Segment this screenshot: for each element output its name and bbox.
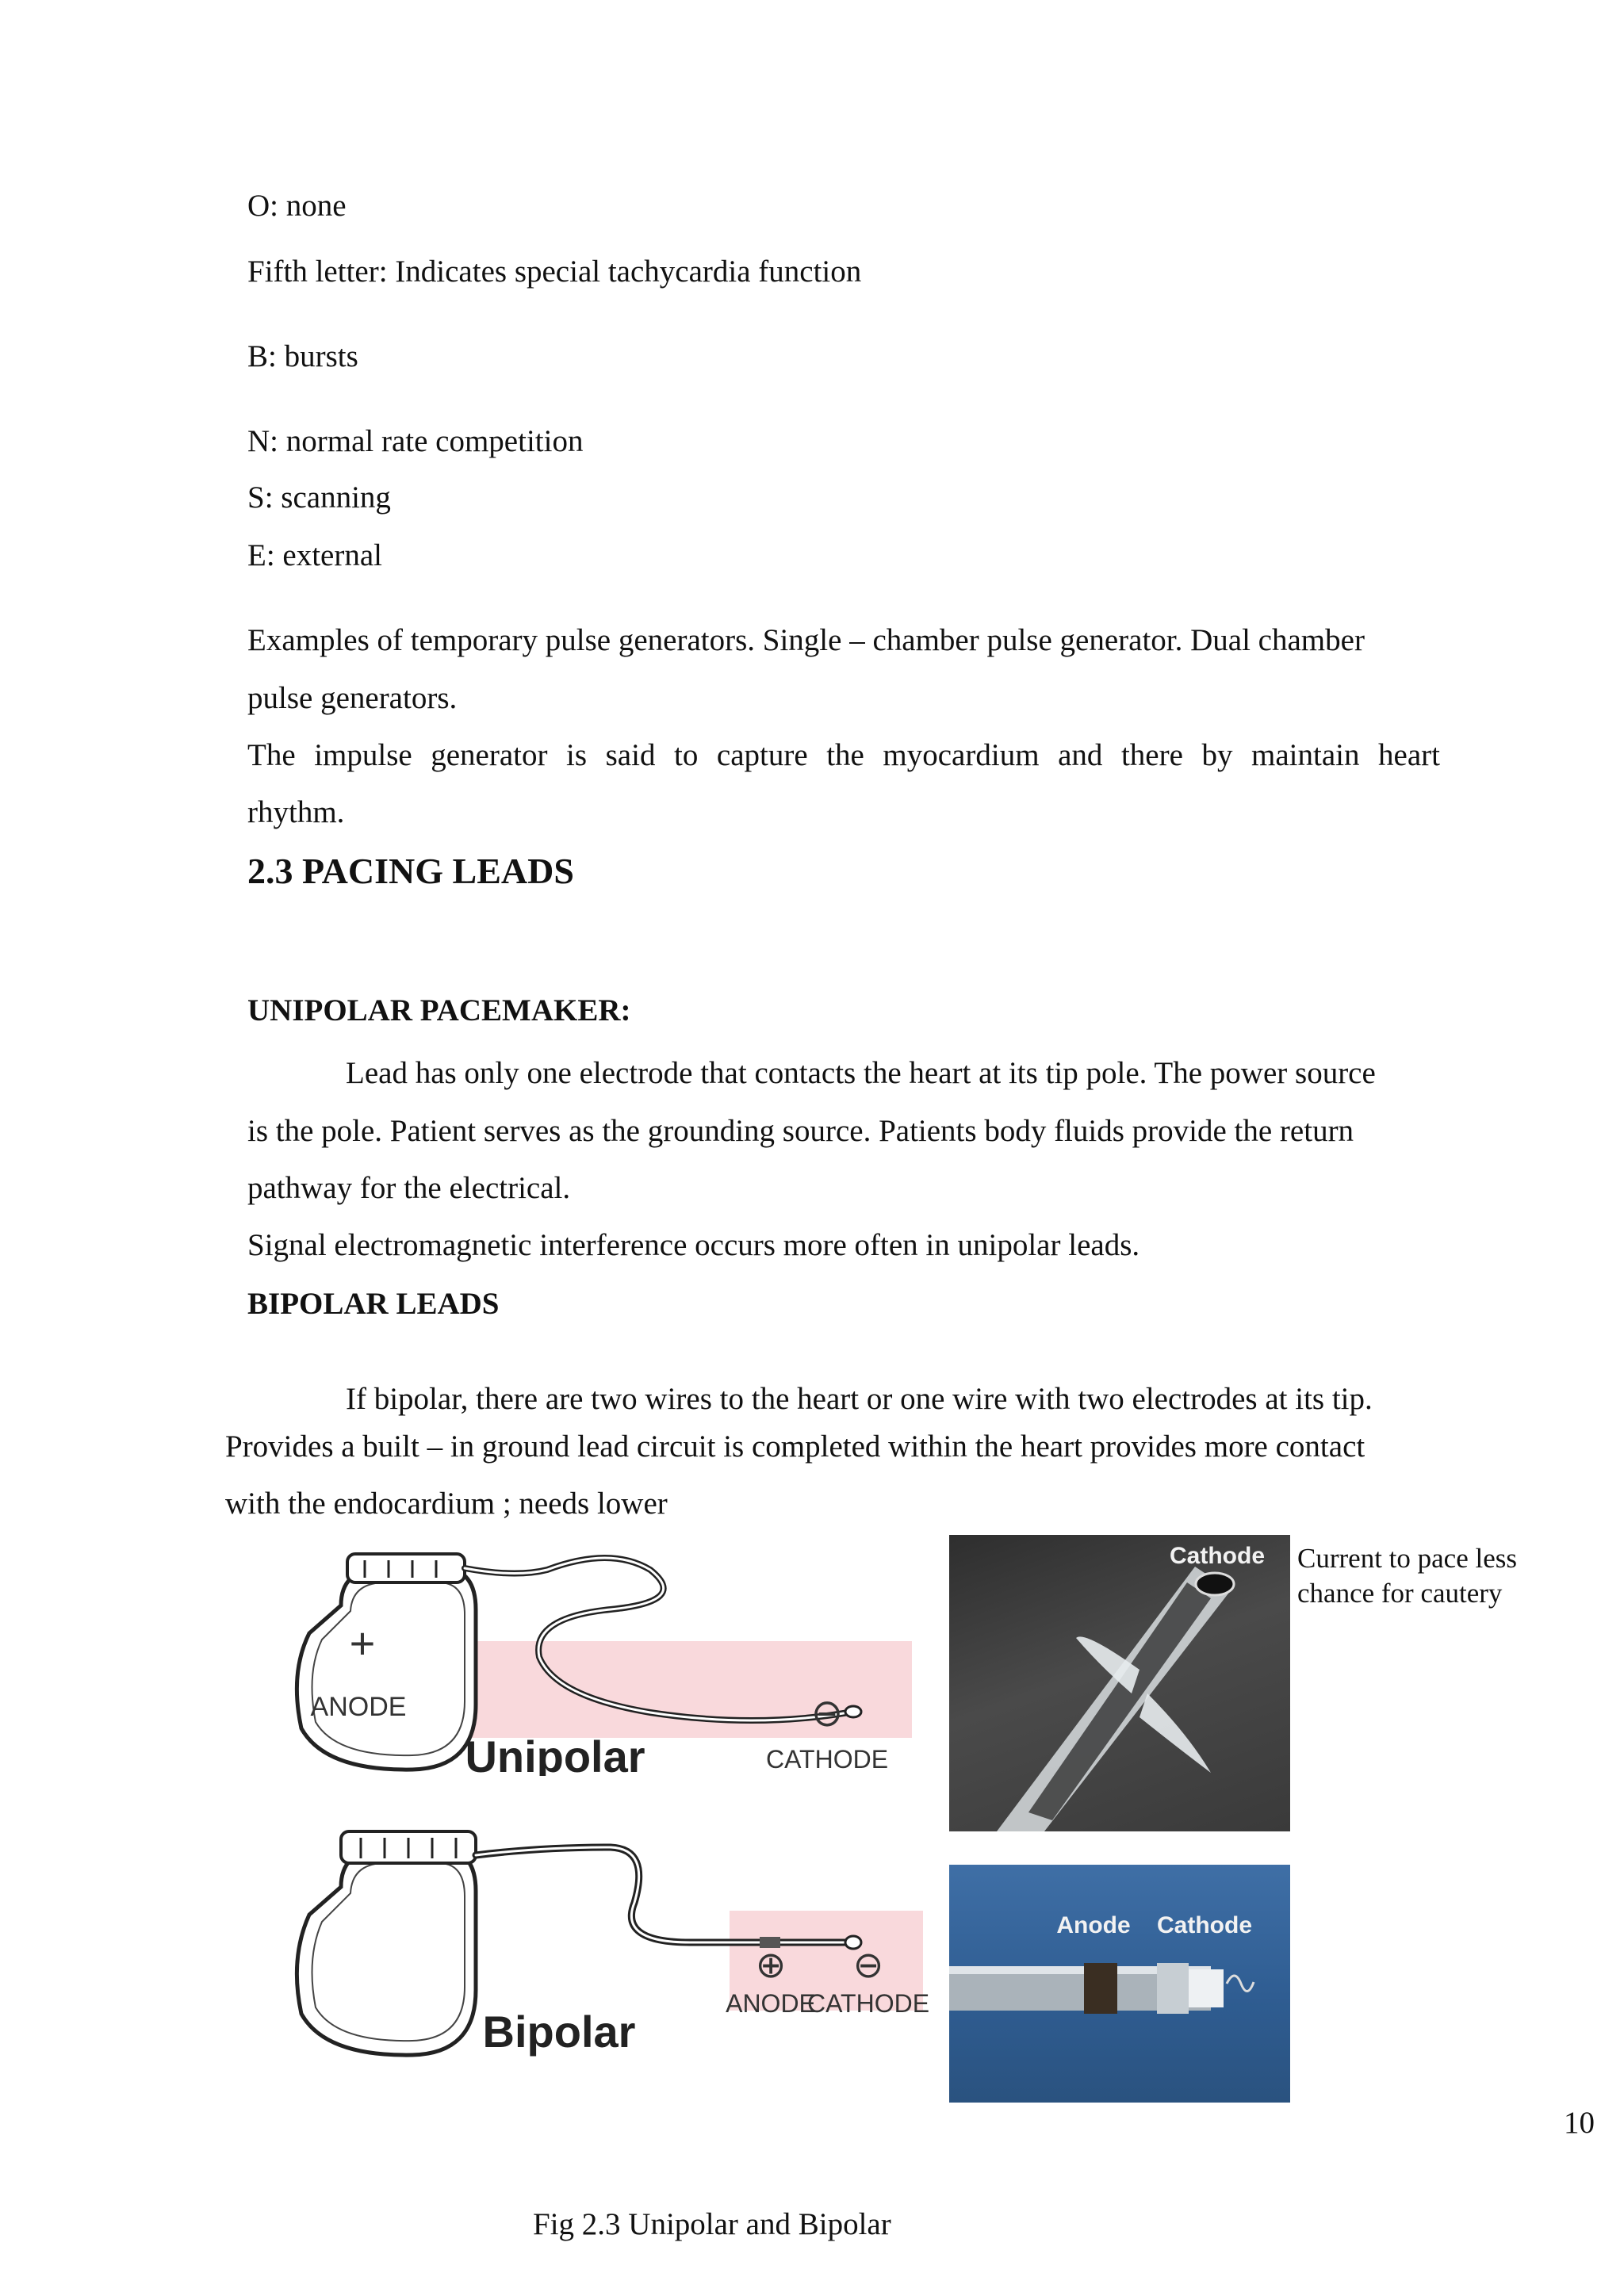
page-number: 10 [1564,2106,1595,2140]
photo-cathode-label: Cathode [1157,1912,1252,1938]
cathode-minus-symbol: ⊖ [810,1693,844,1735]
side-text-line: chance for cautery [1297,1578,1503,1609]
body-line: B: bursts [247,339,358,373]
bipolar-lead-photo [949,1865,1290,2103]
anode-label: ANODE [726,1989,816,2018]
unipolar-lead-photo [949,1535,1290,1831]
body-line: S: scanning [247,480,391,515]
unipolar-title: Unipolar [465,1732,645,1776]
cathode-label: CATHODE [806,1989,930,2018]
cathode-label: CATHODE [765,1745,889,1774]
body-line: Fifth letter: Indicates special tachycardia function [247,254,862,289]
bipolar-title: Bipolar [482,2007,636,2057]
body-line: N: normal rate competition [247,424,584,458]
bipolar-heading: BIPOLAR LEADS [247,1287,500,1321]
unipolar-diagram [278,1546,912,1776]
anode-label: ANODE [310,1692,407,1722]
unipolar-lead-tip-image [949,1535,1290,1831]
unipolar-heading: UNIPOLAR PACEMAKER: [247,993,631,1027]
unipolar-pacemaker-drawing [278,1546,912,1776]
body-line: Examples of temporary pulse generators. Single – chamber pulse generator. Dual chamber [247,623,1365,657]
body-line: rhythm. [247,795,345,829]
body-line: pulse generators. [247,681,458,715]
bipolar-diagram [278,1823,936,2077]
anode-plus-symbol: ⊕ [755,1944,787,1985]
unipolar-line: is the pole. Patient serves as the grounding source. Patients body fluids provide the return [247,1114,1354,1148]
unipolar-line: Signal electromagnetic interference occurs more often in unipolar leads. [247,1228,1140,1262]
bipolar-lead-tip-image [949,1865,1290,2103]
cathode-minus-symbol: ⊖ [852,1944,884,1985]
bipolar-line: with the endocardium ; needs lower [225,1487,668,1521]
photo-anode-label: Anode [1056,1912,1131,1938]
photo-cathode-label: Cathode [1170,1543,1265,1569]
unipolar-line: pathway for the electrical. [247,1171,571,1205]
anode-plus-symbol: + [349,1618,376,1668]
bipolar-line: If bipolar, there are two wires to the heart or one wire with two electrodes at its tip. [346,1382,1373,1416]
bipolar-pacemaker-drawing [278,1823,936,2077]
section-heading: 2.3 PACING LEADS [247,851,574,891]
pulse-generator-icon [297,1568,476,1770]
bipolar-line: Provides a built – in ground lead circuit is completed within the heart provides more contact [225,1429,1365,1464]
side-text-line: Current to pace less [1297,1543,1517,1574]
body-line: E: external [247,538,382,572]
cathode-tip [845,1706,861,1717]
pulse-generator-icon [297,1850,476,2055]
body-line: The impulse generator is said to capture the myocardium and there by maintain heart [247,738,1440,772]
unipolar-line: Lead has only one electrode that contacts the heart at its tip pole. The power source [346,1056,1376,1090]
figure-caption: Fig 2.3 Unipolar and Bipolar [533,2207,891,2241]
body-line: O: none [247,189,347,223]
